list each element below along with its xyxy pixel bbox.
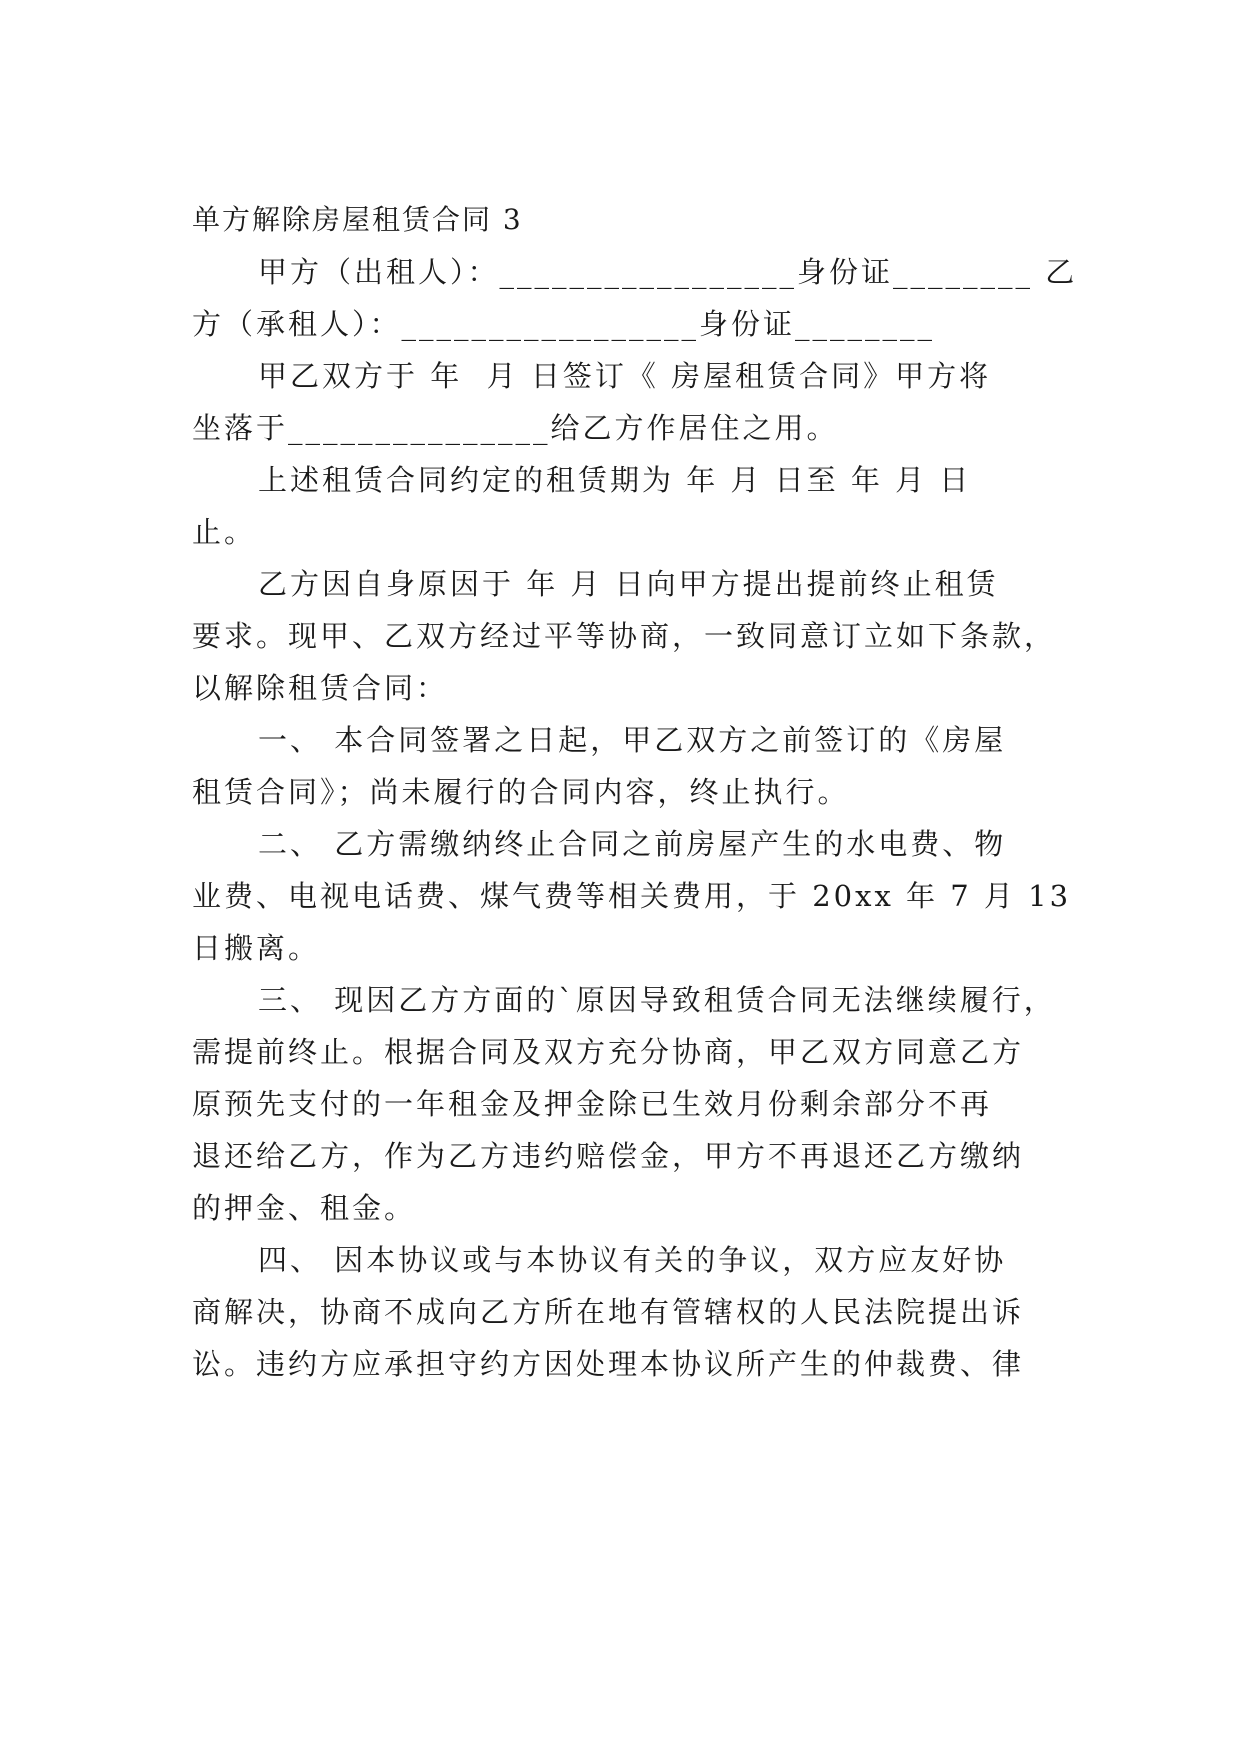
paragraph-line: 乙方因自身原因于 年 月 日向甲方提出提前终止租赁 — [258, 567, 999, 601]
clause-4-line: 四、 因本协议或与本协议有关的争议，双方应友好协 — [258, 1243, 1007, 1277]
clause-3-line: 三、 现因乙方方面的`原因导致租赁合同无法继续履行， — [258, 983, 1056, 1017]
clause-4-line: 商解决，协商不成向乙方所在地有管辖权的人民法院提出诉 — [192, 1295, 1025, 1329]
paragraph-line: 甲乙双方于 年 月 日签订《 房屋租赁合同》甲方将 — [258, 359, 992, 393]
clause-1-line: 租赁合同》；尚未履行的合同内容，终止执行。 — [192, 775, 850, 809]
clause-2-line: 日搬离。 — [192, 931, 321, 965]
clause-1-line: 一、 本合同签署之日起，甲乙双方之前签订的《房屋 — [258, 723, 1007, 757]
paragraph-line: 止。 — [192, 515, 257, 549]
document-title: 单方解除房屋租赁合同 3 — [192, 203, 523, 236]
party-a-line: 甲方（出租人）：_________________身份证________ 乙 — [258, 255, 1078, 289]
clause-3-line: 的押金、租金。 — [192, 1191, 417, 1225]
clause-2-line: 二、 乙方需缴纳终止合同之前房屋产生的水电费、物 — [258, 827, 1007, 861]
clause-3-line: 原预先支付的一年租金及押金除已生效月份剩余部分不再 — [192, 1087, 993, 1121]
paragraph-line: 要求。现甲、乙双方经过平等协商，一致同意订立如下条款， — [192, 619, 1057, 653]
paragraph-line: 以解除租赁合同： — [192, 671, 449, 705]
party-b-line: 方（承租人）：_________________身份证________ — [192, 307, 936, 341]
clause-2-line: 业费、电视电话费、煤气费等相关费用，于 20xx 年 7 月 13 — [192, 879, 1072, 913]
document-page — [192, 0, 1078, 1754]
clause-3-line: 退还给乙方，作为乙方违约赔偿金，甲方不再退还乙方缴纳 — [192, 1139, 1025, 1173]
clause-4-line: 讼。违约方应承担守约方因处理本协议所产生的仲裁费、律 — [192, 1347, 1025, 1381]
clause-3-line: 需提前终止。根据合同及双方充分协商，甲乙双方同意乙方 — [192, 1035, 1025, 1069]
paragraph-line: 坐落于_______________给乙方作居住之用。 — [192, 411, 839, 445]
paragraph-line: 上述租赁合同约定的租赁期为 年 月 日至 年 月 日 — [258, 463, 972, 497]
